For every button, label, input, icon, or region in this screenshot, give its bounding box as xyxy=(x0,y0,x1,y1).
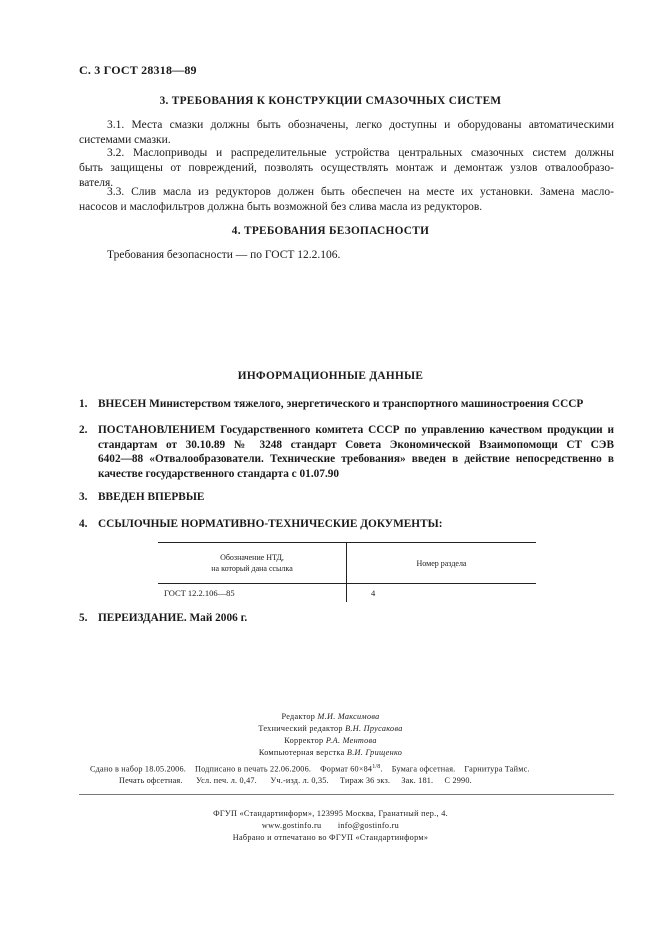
print-field: Формат 60×84 xyxy=(320,764,373,774)
table-row xyxy=(158,584,536,603)
print-fraction: 1/8 xyxy=(372,764,381,770)
item-text: ССЫЛОЧНЫЕ НОРМАТИВНО-ТЕХНИЧЕСКИЕ ДОКУМЕНТЫ: xyxy=(98,518,443,530)
item-text: ВНЕСЕН Министерством тяжелого, энергетического и транспортного машиностроения СССР xyxy=(98,398,584,410)
print-field: Уч.-изд. л. 0,35. xyxy=(270,776,329,785)
publisher-email[interactable]: info@gostinfo.ru xyxy=(337,821,400,830)
credit-corrector xyxy=(0,735,661,747)
section-4-text: Требования безопасности — по ГОСТ 12.2.106. xyxy=(107,249,341,261)
paragraph-line: системами смазки. xyxy=(79,134,171,146)
reference-table xyxy=(158,542,536,602)
credit-role: Корректор xyxy=(284,736,324,745)
paragraph-line: вателя. xyxy=(79,177,114,189)
item-line-text: ПОСТАНОВЛЕНИЕМ Государственного комитета СССР по управлению качеством продукции и xyxy=(98,424,614,436)
item-number: 5. xyxy=(79,612,88,624)
paragraph-line: 3.3. Слив масла из редукторов должен быть обеспечен на месте их установки. Замена масло- xyxy=(107,186,614,198)
print-field: Сдано в набор 18.05.2006. xyxy=(90,764,187,774)
print-field: Бумага офсетная. xyxy=(391,764,456,774)
credit-layout xyxy=(0,747,661,759)
item-number: 2. xyxy=(79,424,88,436)
paragraph-3-3 xyxy=(79,185,614,215)
paragraph-line: насосов и маслофильтров должна быть возможной без слива масла из редукторов. xyxy=(79,201,483,213)
item-number: 4. xyxy=(79,518,88,530)
print-field: Гарнитура Таймс. xyxy=(464,764,530,774)
credit-tech-editor xyxy=(0,723,661,735)
item-line: качестве государственного стандарта с 01.07.90 xyxy=(98,467,340,480)
item-text: ВВЕДЕН ВПЕРВЫЕ xyxy=(98,491,205,503)
publisher-block xyxy=(0,808,661,844)
table-cell-section: 4 xyxy=(371,588,376,598)
table-header-section: Номер раздела xyxy=(347,543,537,584)
credit-name: Р.А. Ментова xyxy=(325,736,377,745)
info-item-4 xyxy=(79,517,614,532)
item-number: 1. xyxy=(79,398,88,410)
item-line: 6402—88 «Отвалообразователи. Технические требования» введен в действие непосредственно в xyxy=(98,453,614,465)
credit-name: М.И. Максимова xyxy=(317,712,380,721)
publisher-website[interactable]: www.gostinfo.ru xyxy=(261,821,322,830)
divider xyxy=(79,794,614,795)
print-field: Подписано в печать 22.06.2006. xyxy=(195,764,312,774)
table-cell-doc: ГОСТ 12.2.106—85 xyxy=(158,584,347,603)
publisher-printed: Набрано и отпечатано во ФГУП «Стандартинформ» xyxy=(232,833,429,842)
info-item-2 xyxy=(79,423,614,481)
credit-role: Компьютерная верстка xyxy=(258,748,345,757)
header-line: Обозначение НТД, xyxy=(220,553,284,562)
paragraph-line: быть защищены от повреждений, позволять осуществлять монтаж и демонтаж узлов отвалообразо- xyxy=(79,162,614,174)
paragraph-line: 3.2. Маслоприводы и распределительные устройства центральных смазочных систем должны xyxy=(107,147,614,159)
section-4-title: 4. ТРЕБОВАНИЯ БЕЗОПАСНОСТИ xyxy=(231,225,430,237)
credits-block xyxy=(0,711,661,759)
paragraph-3-1 xyxy=(79,118,614,148)
credit-editor xyxy=(0,711,661,723)
print-field: С 2990. xyxy=(444,776,472,785)
print-line-1 xyxy=(90,764,530,774)
page-header: С. 3 ГОСТ 28318—89 xyxy=(79,63,197,77)
info-title: ИНФОРМАЦИОННЫЕ ДАННЫЕ xyxy=(237,370,424,382)
publisher-address: ФГУП «Стандартинформ», 123995 Москва, Гранатный пер., 4. xyxy=(213,809,448,818)
credit-role: Технический редактор xyxy=(258,724,343,733)
print-line-2 xyxy=(119,776,472,785)
item-text: ПЕРЕИЗДАНИЕ. Май 2006 г. xyxy=(98,612,248,624)
paragraph-line: 3.1. Места смазки должны быть обозначены, легко доступны и оборудованы автоматическими xyxy=(107,119,614,131)
print-field: Зак. 181. xyxy=(401,776,434,785)
print-field: . xyxy=(380,764,383,774)
credit-role: Редактор xyxy=(281,712,316,721)
item-line: стандартам от 30.10.89 № 3248 стандарт Совета Экономической Взаимопомощи СТ СЭВ xyxy=(98,438,614,451)
section-3-title: 3. ТРЕБОВАНИЯ К КОНСТРУКЦИИ СМАЗОЧНЫХ СИСТЕМ xyxy=(159,95,502,107)
print-field: Усл. печ. л. 0,47. xyxy=(196,776,257,785)
print-field: Печать офсетная. xyxy=(119,776,183,785)
item-number: 3. xyxy=(79,491,88,503)
publisher-contacts xyxy=(0,820,661,832)
credit-name: В.Н. Прусакова xyxy=(345,724,403,733)
info-item-5 xyxy=(79,611,614,626)
print-field: Тираж 36 экз. xyxy=(340,776,391,785)
info-item-3 xyxy=(79,490,614,505)
credit-name: В.И. Грищенко xyxy=(346,748,403,757)
table-header-designation xyxy=(158,543,347,584)
header-line: на который дана ссылка xyxy=(211,564,293,573)
info-item-1 xyxy=(79,397,614,412)
item-line xyxy=(79,423,614,438)
